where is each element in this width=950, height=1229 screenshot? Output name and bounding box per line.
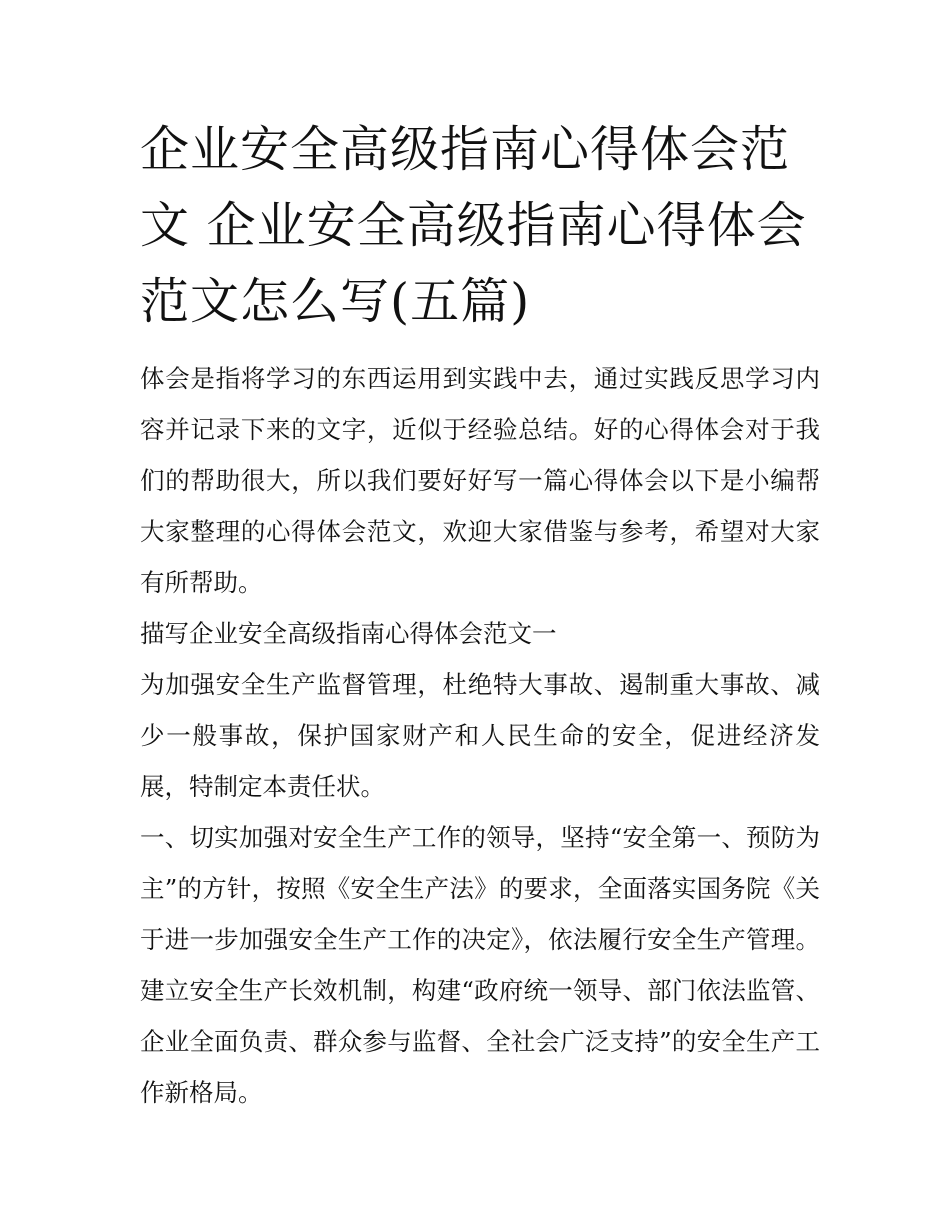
document-title: 企业安全高级指南心得体会范文 企业安全高级指南心得体会范文怎么写(五篇) [140,121,807,330]
document-body [140,112,820,1118]
intro-paragraph: 体会是指将学习的东西运用到实践中去，通过实践反思学习内容并记录下来的文字，近似于经验总结。好的心得体会对于我们的帮助很大，所以我们要好好写一篇心得体会以下是小编帮大家整理的心得体会范文，欢迎大家借鉴与参考，希望对大家有所帮助。 [140,364,820,597]
body-paragraph: 一、切实加强对安全生产工作的领导，坚持“安全第一、预防为主”的方针，按照《安全生产法》的要求，全面落实国务院《关于进一步加强安全生产工作的决定》，依法履行安全生产管理。建立安全生产长效机制，构建“政府统一领导、部门依法监管、企业全面负责、群众参与监督、全社会广泛支持”的安全生产工作新格局。 [140,823,820,1107]
body-paragraph: 为加强安全生产监督管理，杜绝特大事故、遏制重大事故、减少一般事故，保护国家财产和人民生命的安全，促进经济发展，特制定本责任状。 [140,670,820,801]
section-heading: 描写企业安全高级指南心得体会范文一 [140,619,557,648]
